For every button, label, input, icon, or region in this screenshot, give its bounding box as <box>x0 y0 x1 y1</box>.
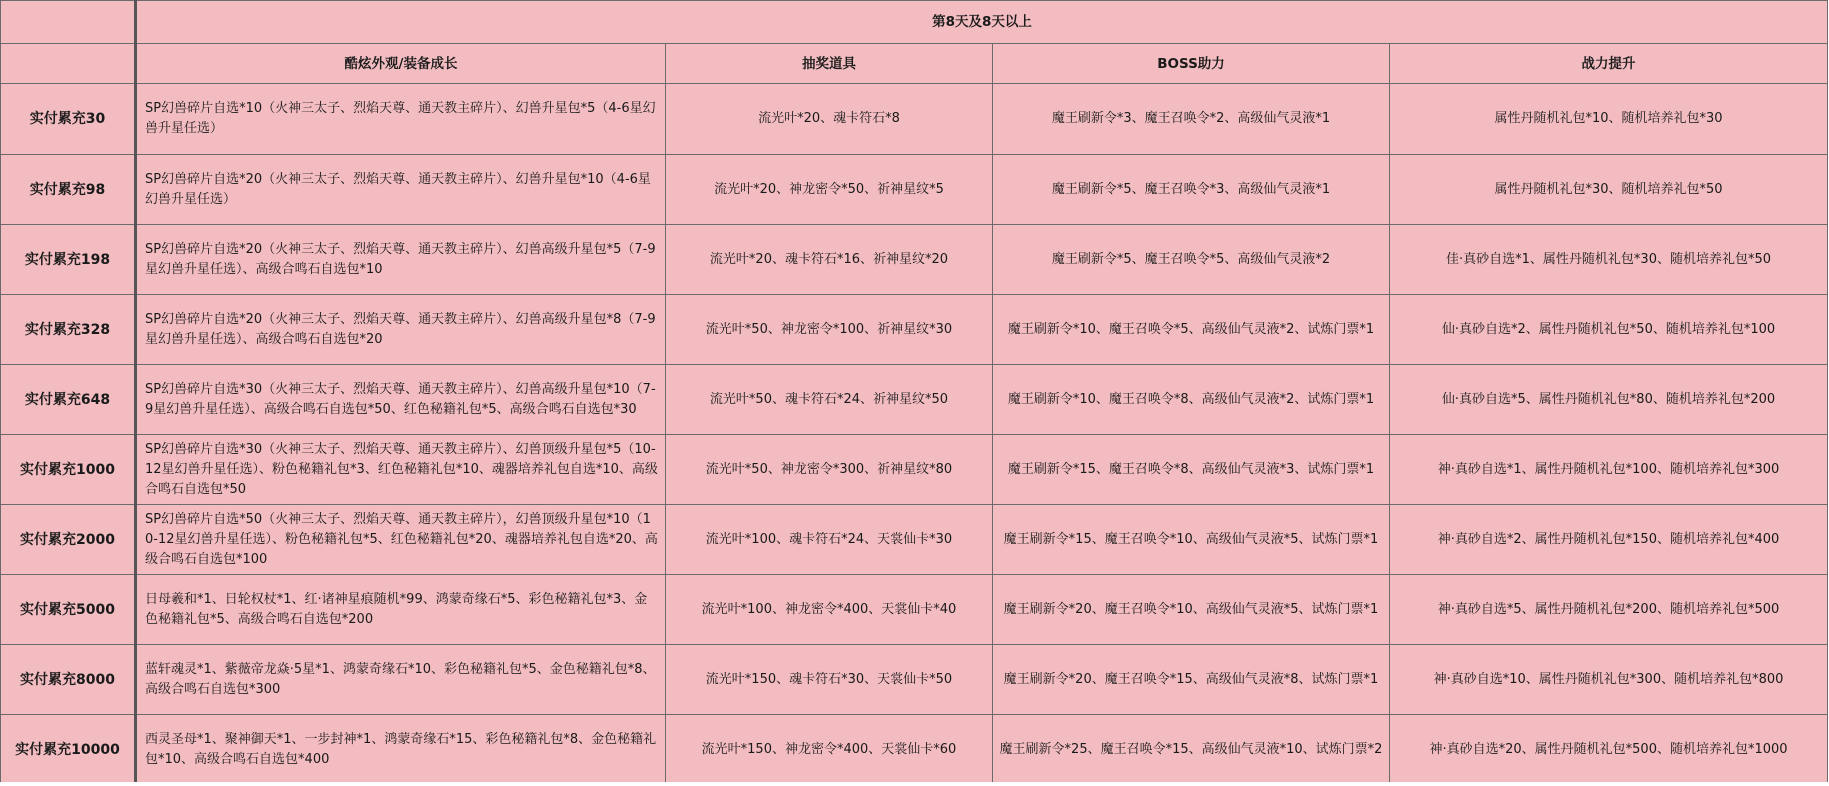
cell-appearance[interactable]: SP幻兽碎片自选*30（火神三太子、烈焰天尊、通天教主碎片）、幻兽顶级升星包*5（10-12星幻兽升星任选）、粉色秘籍礼包*3、红色秘籍礼包*10、魂器培养礼包自选*10、高级合鸣石自选包*50 <box>136 435 666 505</box>
cell-power[interactable]: 神·真砂自选*2、属性丹随机礼包*150、随机培养礼包*400 <box>1390 505 1828 575</box>
banner-row <box>1 1 1828 44</box>
cell-power[interactable]: 神·真砂自选*20、属性丹随机礼包*500、随机培养礼包*1000 <box>1390 715 1828 785</box>
cell-power[interactable]: 属性丹随机礼包*30、随机培养礼包*50 <box>1390 155 1828 225</box>
cell-appearance[interactable]: 日母羲和*1、日轮权杖*1、红·诸神星痕随机*99、鸿蒙奇缘石*5、彩色秘籍礼包*3、金色秘籍礼包*5、高级合鸣石自选包*200 <box>136 575 666 645</box>
table-row <box>1 715 1828 785</box>
table-row <box>1 505 1828 575</box>
cell-lottery[interactable]: 流光叶*20、魂卡符石*16、祈神星纹*20 <box>666 225 993 295</box>
cell-power[interactable]: 神·真砂自选*5、属性丹随机礼包*200、随机培养礼包*500 <box>1390 575 1828 645</box>
row-label-cell[interactable]: 实付累充1000 <box>1 435 136 505</box>
cell-boss[interactable]: 魔王刷新令*5、魔王召唤令*3、高级仙气灵液*1 <box>993 155 1390 225</box>
cell-lottery[interactable]: 流光叶*50、神龙密令*300、祈神星纹*80 <box>666 435 993 505</box>
cell-lottery[interactable]: 流光叶*150、魂卡符石*30、天裳仙卡*50 <box>666 645 993 715</box>
cell-appearance[interactable]: 蓝轩魂灵*1、紫薇帝龙焱·5星*1、鸿蒙奇缘石*10、彩色秘籍礼包*5、金色秘籍礼包*8、高级合鸣石自选包*300 <box>136 645 666 715</box>
cell-lottery[interactable]: 流光叶*50、神龙密令*100、祈神星纹*30 <box>666 295 993 365</box>
cell-appearance[interactable]: SP幻兽碎片自选*20（火神三太子、烈焰天尊、通天教主碎片）、幻兽升星包*10（4-6星幻兽升星任选） <box>136 155 666 225</box>
table-row <box>1 645 1828 715</box>
header-corner-cell[interactable] <box>1 44 136 84</box>
cell-boss[interactable]: 魔王刷新令*15、魔王召唤令*10、高级仙气灵液*5、试炼门票*1 <box>993 505 1390 575</box>
row-label-cell[interactable]: 实付累充328 <box>1 295 136 365</box>
table-row <box>1 84 1828 155</box>
table-row <box>1 155 1828 225</box>
row-label-cell[interactable]: 实付累充10000 <box>1 715 136 785</box>
table-row <box>1 225 1828 295</box>
cell-power[interactable]: 属性丹随机礼包*10、随机培养礼包*30 <box>1390 84 1828 155</box>
cell-appearance[interactable]: SP幻兽碎片自选*10（火神三太子、烈焰天尊、通天教主碎片）、幻兽升星包*5（4-6星幻兽升星任选） <box>136 84 666 155</box>
banner-cell[interactable]: 第8天及8天以上 <box>136 1 1828 44</box>
cell-lottery[interactable]: 流光叶*150、神龙密令*400、天裳仙卡*60 <box>666 715 993 785</box>
table-row <box>1 365 1828 435</box>
cell-boss[interactable]: 魔王刷新令*5、魔王召唤令*5、高级仙气灵液*2 <box>993 225 1390 295</box>
cell-lottery[interactable]: 流光叶*20、神龙密令*50、祈神星纹*5 <box>666 155 993 225</box>
cell-power[interactable]: 仙·真砂自选*2、属性丹随机礼包*50、随机培养礼包*100 <box>1390 295 1828 365</box>
cell-lottery[interactable]: 流光叶*100、魂卡符石*24、天裳仙卡*30 <box>666 505 993 575</box>
row-label-cell[interactable]: 实付累充8000 <box>1 645 136 715</box>
cell-boss[interactable]: 魔王刷新令*20、魔王召唤令*10、高级仙气灵液*5、试炼门票*1 <box>993 575 1390 645</box>
table-row <box>1 575 1828 645</box>
cell-lottery[interactable]: 流光叶*100、神龙密令*400、天裳仙卡*40 <box>666 575 993 645</box>
table-row <box>1 295 1828 365</box>
cell-appearance[interactable]: SP幻兽碎片自选*50（火神三太子、烈焰天尊、通天教主碎片），幻兽顶级升星包*10（10-12星幻兽升星任选）、粉色秘籍礼包*5、红色秘籍礼包*20、魂器培养礼包自选*20、高级合鸣石自选包*100 <box>136 505 666 575</box>
cell-lottery[interactable]: 流光叶*20、魂卡符石*8 <box>666 84 993 155</box>
header-appearance[interactable]: 酷炫外观/装备成长 <box>136 44 666 84</box>
sheet-bottom-edge <box>0 782 1829 786</box>
cell-lottery[interactable]: 流光叶*50、魂卡符石*24、祈神星纹*50 <box>666 365 993 435</box>
cell-boss[interactable]: 魔王刷新令*10、魔王召唤令*8、高级仙气灵液*2、试炼门票*1 <box>993 365 1390 435</box>
row-label-cell[interactable]: 实付累充2000 <box>1 505 136 575</box>
table-body <box>1 1 1828 785</box>
cell-appearance[interactable]: SP幻兽碎片自选*20（火神三太子、烈焰天尊、通天教主碎片）、幻兽高级升星包*5（7-9星幻兽升星任选）、高级合鸣石自选包*10 <box>136 225 666 295</box>
header-boss[interactable]: BOSS助力 <box>993 44 1390 84</box>
cell-power[interactable]: 佳·真砂自选*1、属性丹随机礼包*30、随机培养礼包*50 <box>1390 225 1828 295</box>
row-label-cell[interactable]: 实付累充648 <box>1 365 136 435</box>
row-label-cell[interactable]: 实付累充198 <box>1 225 136 295</box>
cell-appearance[interactable]: SP幻兽碎片自选*20（火神三太子、烈焰天尊、通天教主碎片）、幻兽高级升星包*8（7-9星幻兽升星任选）、高级合鸣石自选包*20 <box>136 295 666 365</box>
header-lottery[interactable]: 抽奖道具 <box>666 44 993 84</box>
cell-appearance[interactable]: SP幻兽碎片自选*30（火神三太子、烈焰天尊、通天教主碎片）、幻兽高级升星包*10（7-9星幻兽升星任选）、高级合鸣石自选包*50、红色秘籍礼包*5、高级合鸣石自选包*30 <box>136 365 666 435</box>
cell-power[interactable]: 神·真砂自选*10、属性丹随机礼包*300、随机培养礼包*800 <box>1390 645 1828 715</box>
cell-appearance[interactable]: 西灵圣母*1、聚神御天*1、一步封神*1、鸿蒙奇缘石*15、彩色秘籍礼包*8、金色秘籍礼包*10、高级合鸣石自选包*400 <box>136 715 666 785</box>
corner-cell[interactable] <box>1 1 136 44</box>
row-label-cell[interactable]: 实付累充30 <box>1 84 136 155</box>
row-label-cell[interactable]: 实付累充98 <box>1 155 136 225</box>
cell-boss[interactable]: 魔王刷新令*3、魔王召唤令*2、高级仙气灵液*1 <box>993 84 1390 155</box>
cell-power[interactable]: 神·真砂自选*1、属性丹随机礼包*100、随机培养礼包*300 <box>1390 435 1828 505</box>
header-row <box>1 44 1828 84</box>
cell-boss[interactable]: 魔王刷新令*20、魔王召唤令*15、高级仙气灵液*8、试炼门票*1 <box>993 645 1390 715</box>
header-power[interactable]: 战力提升 <box>1390 44 1828 84</box>
cell-boss[interactable]: 魔王刷新令*10、魔王召唤令*5、高级仙气灵液*2、试炼门票*1 <box>993 295 1390 365</box>
cell-boss[interactable]: 魔王刷新令*25、魔王召唤令*15、高级仙气灵液*10、试炼门票*2 <box>993 715 1390 785</box>
cell-boss[interactable]: 魔王刷新令*15、魔王召唤令*8、高级仙气灵液*3、试炼门票*1 <box>993 435 1390 505</box>
row-label-cell[interactable]: 实付累充5000 <box>1 575 136 645</box>
cell-power[interactable]: 仙·真砂自选*5、属性丹随机礼包*80、随机培养礼包*200 <box>1390 365 1828 435</box>
table-row <box>1 435 1828 505</box>
